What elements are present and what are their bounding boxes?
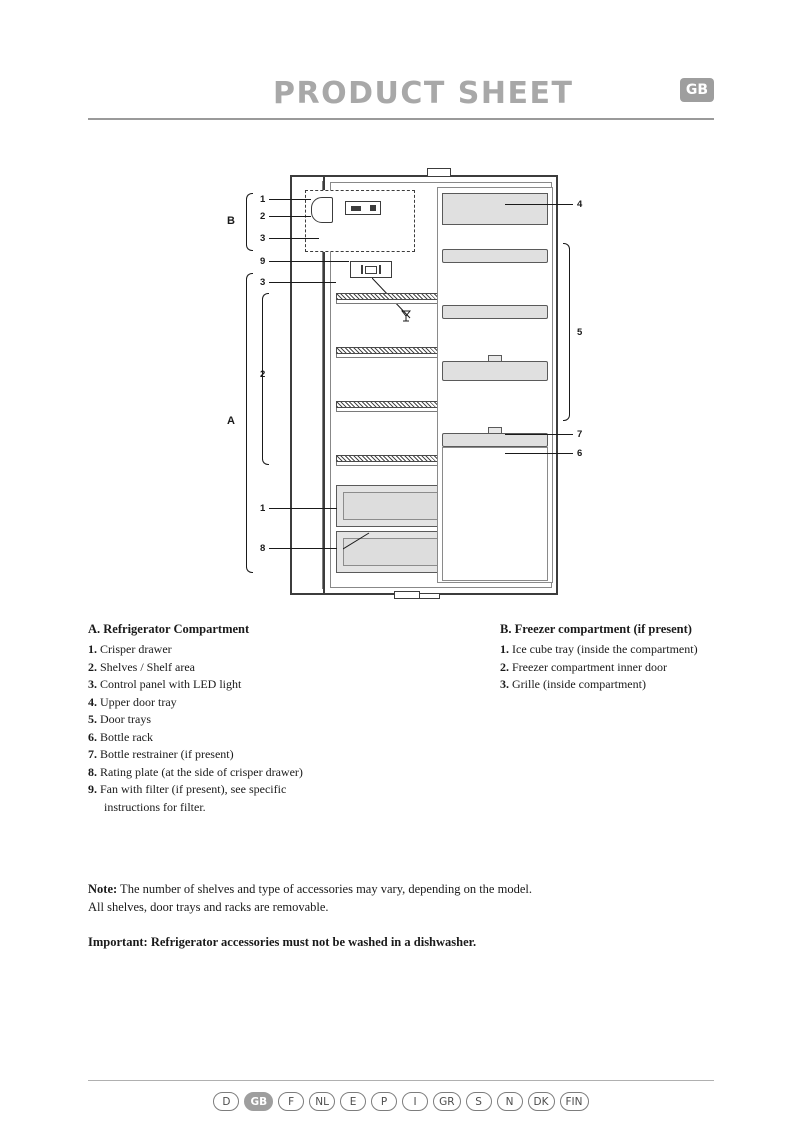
door-tray bbox=[442, 249, 548, 263]
lang-pill-fin[interactable]: FIN bbox=[560, 1092, 589, 1111]
handle-top bbox=[427, 168, 451, 177]
lang-pill-n[interactable]: N bbox=[497, 1092, 523, 1111]
callout-b2: 2 bbox=[260, 211, 266, 222]
leader-b3 bbox=[269, 238, 319, 239]
brace-door-trays bbox=[563, 243, 570, 421]
callout-shelves: 2 bbox=[260, 369, 266, 380]
list-item: 2. Shelves / Shelf area bbox=[88, 659, 195, 674]
lang-pill-d[interactable]: D bbox=[213, 1092, 239, 1111]
appliance-diagram bbox=[205, 165, 605, 605]
lang-pill-gr[interactable]: GR bbox=[433, 1092, 460, 1111]
leader-bottle-rack bbox=[505, 453, 573, 454]
important-note: Important: Refrigerator accessories must not be washed in a dishwasher. bbox=[88, 935, 477, 949]
label-a: A bbox=[227, 415, 235, 427]
fan-icon bbox=[401, 310, 411, 322]
bottle-restrainer-tab bbox=[488, 427, 502, 434]
list-item: 9. Fan with filter (if present), see specific instructions for filter. bbox=[88, 782, 287, 814]
rating-plate-leader bbox=[343, 531, 373, 551]
list-item: 7. Bottle restrainer (if present) bbox=[88, 747, 234, 761]
list-item: 4. Upper door tray bbox=[88, 694, 177, 709]
legend-column-refrigerator bbox=[88, 622, 408, 816]
brace-fridge bbox=[246, 273, 253, 573]
page-header bbox=[88, 78, 714, 118]
door-tray bbox=[442, 305, 548, 319]
callout-door-trays: 5 bbox=[577, 327, 583, 338]
callout-upper-tray: 4 bbox=[577, 199, 583, 210]
leader-bottle-restrainer bbox=[505, 434, 573, 435]
list-item: 6. Bottle rack bbox=[88, 729, 153, 744]
leader-grille bbox=[269, 282, 336, 283]
list-item: 1. Crisper drawer bbox=[88, 642, 172, 656]
list-item: 5. Door trays bbox=[88, 712, 151, 726]
lang-pill-dk[interactable]: DK bbox=[528, 1092, 555, 1111]
leader-b1 bbox=[269, 199, 311, 200]
door-tray bbox=[442, 361, 548, 381]
control-panel-icon bbox=[350, 261, 392, 278]
list-item: 8. Rating plate (at the side of crisper drawer) bbox=[88, 764, 303, 779]
callout-crisper: 1 bbox=[260, 503, 266, 514]
leader-crisper bbox=[269, 508, 337, 509]
callout-bottle-rack: 6 bbox=[577, 448, 583, 459]
leader-rating bbox=[269, 548, 337, 549]
bottle-rack bbox=[442, 447, 548, 581]
upper-door-tray bbox=[442, 193, 548, 225]
callout-grille: 3 bbox=[260, 277, 266, 288]
callout-fan: 9 bbox=[260, 256, 266, 267]
legend-column-freezer bbox=[500, 622, 780, 694]
lang-pill-p[interactable]: P bbox=[371, 1092, 397, 1111]
label-b: B bbox=[227, 215, 235, 227]
footer-divider bbox=[88, 1080, 714, 1081]
legend-heading-b: B. Freezer compartment (if present) bbox=[500, 622, 692, 636]
lang-pill-s[interactable]: S bbox=[466, 1092, 492, 1111]
ice-cube-tray-icon bbox=[345, 201, 381, 215]
legend-list-a bbox=[88, 641, 408, 816]
bottle-restrainer bbox=[442, 433, 548, 447]
lang-pill-e[interactable]: E bbox=[340, 1092, 366, 1111]
page-title: PRODUCT SHEET bbox=[273, 76, 574, 111]
header-divider bbox=[88, 118, 714, 120]
language-badge: GB bbox=[680, 78, 714, 102]
note-line-2: All shelves, door trays and racks are removable. bbox=[88, 900, 329, 914]
list-item: 1. Ice cube tray (inside the compartment) bbox=[500, 642, 698, 656]
legend-heading-a: A. Refrigerator Compartment bbox=[88, 622, 250, 636]
handle-bottom bbox=[394, 591, 420, 599]
leader-upper-tray bbox=[505, 204, 573, 205]
brace-freezer bbox=[246, 193, 253, 251]
lang-pill-nl[interactable]: NL bbox=[309, 1092, 335, 1111]
list-item: 2. Freezer compartment inner door bbox=[500, 659, 667, 674]
legend-list-b bbox=[500, 641, 780, 694]
lang-pill-f[interactable]: F bbox=[278, 1092, 304, 1111]
door-tray-tab bbox=[488, 355, 502, 362]
footer-language-list bbox=[88, 1092, 714, 1111]
leader-fan bbox=[269, 261, 349, 262]
lang-pill-gb[interactable]: GB bbox=[244, 1092, 273, 1111]
callout-b3: 3 bbox=[260, 233, 266, 244]
notes-block bbox=[88, 880, 714, 950]
list-item: 3. Control panel with LED light bbox=[88, 677, 242, 691]
note-line-1: Note: The number of shelves and type of accessories may vary, depending on the model. bbox=[88, 882, 532, 896]
callout-rating: 8 bbox=[260, 543, 266, 554]
handle-bottom-extension bbox=[420, 593, 440, 599]
lang-pill-i[interactable]: I bbox=[402, 1092, 428, 1111]
leader-b2 bbox=[269, 216, 311, 217]
callout-b1: 1 bbox=[260, 194, 266, 205]
freezer-inner-door bbox=[311, 197, 333, 223]
callout-bottle-restrainer: 7 bbox=[577, 429, 583, 440]
list-item: 3. Grille (inside compartment) bbox=[500, 677, 646, 691]
